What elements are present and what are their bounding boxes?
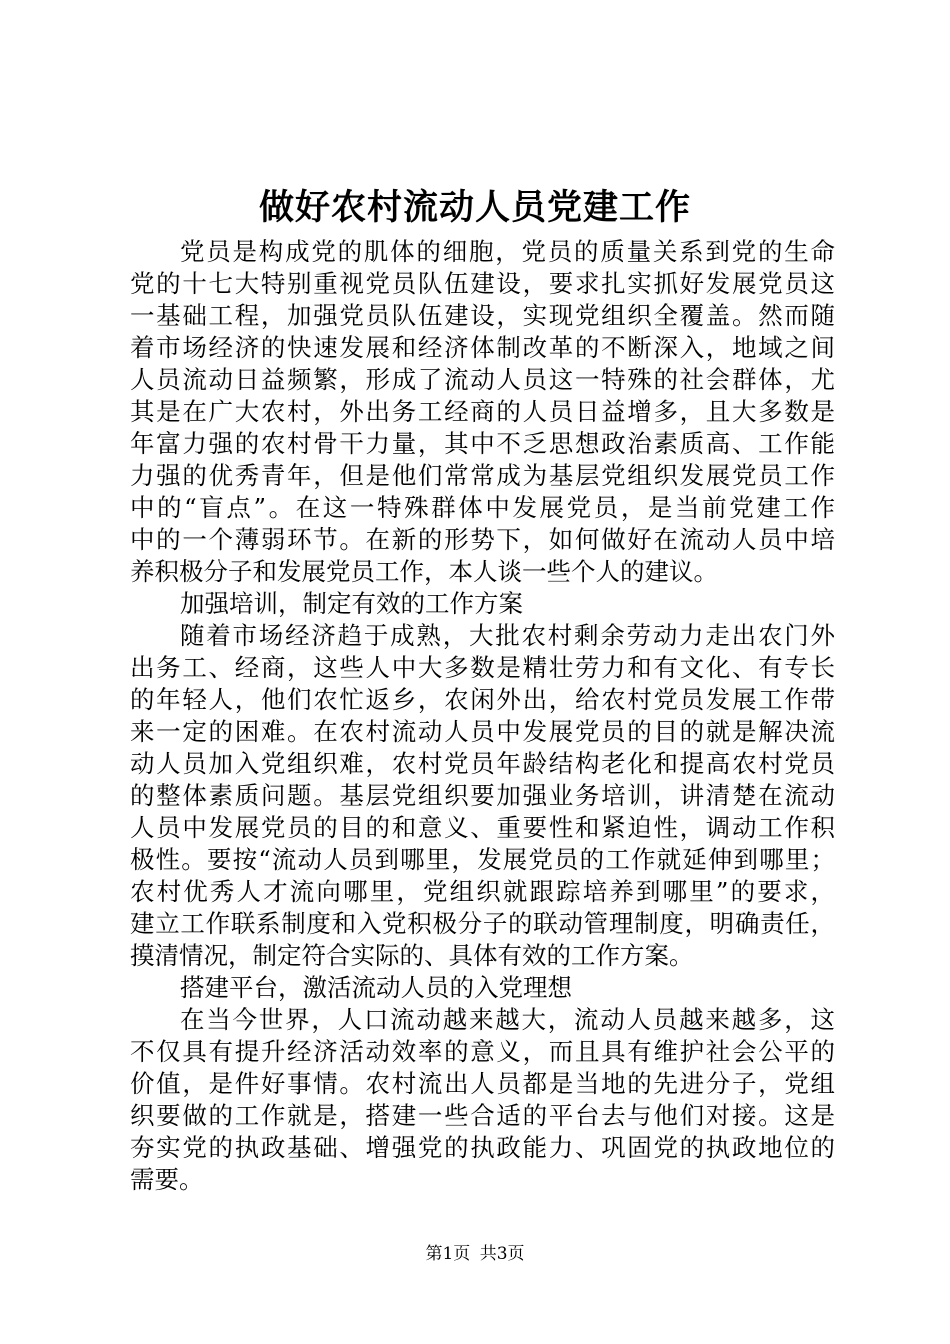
paragraph-line: 不仅具有提升经济活动效率的意义，而且具有维护社会公平的	[130, 1037, 835, 1066]
paragraph-line: 夯实党的执政基础、增强党的执政能力、巩固党的执政地位的	[130, 1133, 835, 1162]
section-heading	[130, 588, 835, 620]
paragraph-line: 养积极分子和发展党员工作，本人谈一些个人的建议。	[130, 557, 718, 586]
paragraph-line: 出务工、经商，这些人中大多数是精壮劳力和有文化、有专长	[130, 653, 835, 682]
paragraph-line: 极性。要按“流动人员到哪里，发展党员的工作就延伸到哪里；	[130, 845, 835, 874]
paragraph-line: 力强的优秀青年，但是他们常常成为基层党组织发展党员工作	[130, 461, 835, 490]
paragraph-line: 动人员加入党组织难，农村党员年龄结构老化和提高农村党员	[130, 749, 835, 778]
section-heading-text: 搭建平台，激活流动人员的入党理想	[180, 973, 572, 1002]
section-heading	[130, 972, 835, 1004]
document-body	[130, 236, 835, 1196]
paragraph-line: 人员流动日益频繁，形成了流动人员这一特殊的社会群体，尤	[130, 365, 835, 394]
paragraph-line: 人员中发展党员的目的和意义、重要性和紧迫性，调动工作积	[130, 813, 835, 842]
paragraph-line: 织要做的工作就是，搭建一些合适的平台去与他们对接。这是	[130, 1101, 835, 1130]
paragraph-line: 的整体素质问题。基层党组织要加强业务培训，讲清楚在流动	[130, 781, 835, 810]
paragraph-line: 摸清情况，制定符合实际的、具体有效的工作方案。	[130, 941, 694, 970]
section-heading-text: 加强培训，制定有效的工作方案	[180, 589, 523, 618]
paragraph-line: 价值，是件好事情。农村流出人员都是当地的先进分子，党组	[130, 1069, 835, 1098]
paragraph-line: 中的“盲点”。在这一特殊群体中发展党员，是当前党建工作	[130, 493, 835, 522]
paragraph-line: 党的十七大特别重视党员队伍建设，要求扎实抓好发展党员这	[130, 269, 835, 298]
page-total: 共3页	[479, 1244, 525, 1264]
paragraph	[130, 620, 835, 972]
paragraph-line: 其是在广大农村，外出务工经商的人员日益增多，且大多数是	[130, 397, 835, 426]
document-title: 做好农村流动人员党建工作	[258, 187, 691, 228]
page-number: 第1页	[425, 1244, 471, 1264]
paragraph-line: 一基础工程，加强党员队伍建设，实现党组织全覆盖。然而随	[130, 301, 835, 330]
paragraph	[130, 1004, 835, 1196]
page-footer	[0, 1242, 950, 1266]
paragraph-line: 随着市场经济趋于成熟，大批农村剩余劳动力走出农门外	[180, 621, 835, 650]
paragraph	[130, 236, 835, 588]
paragraph-line: 来一定的困难。在农村流动人员中发展党员的目的就是解决流	[130, 717, 835, 746]
paragraph-line: 中的一个薄弱环节。在新的形势下，如何做好在流动人员中培	[130, 525, 835, 554]
paragraph-line: 党员是构成党的肌体的细胞，党员的质量关系到党的生命	[180, 237, 835, 266]
paragraph-line: 建立工作联系制度和入党积极分子的联动管理制度，明确责任，	[130, 909, 835, 938]
paragraph-line: 年富力强的农村骨干力量，其中不乏思想政治素质高、工作能	[130, 429, 835, 458]
paragraph-line: 的年轻人，他们农忙返乡，农闲外出，给农村党员发展工作带	[130, 685, 835, 714]
paragraph-line: 需要。	[130, 1165, 204, 1194]
paragraph-line: 农村优秀人才流向哪里，党组织就跟踪培养到哪里”的要求，	[130, 877, 835, 906]
paragraph-line: 在当今世界，人口流动越来越大，流动人员越来越多，这	[180, 1005, 835, 1034]
paragraph-line: 着市场经济的快速发展和经济体制改革的不断深入，地域之间	[130, 333, 835, 362]
